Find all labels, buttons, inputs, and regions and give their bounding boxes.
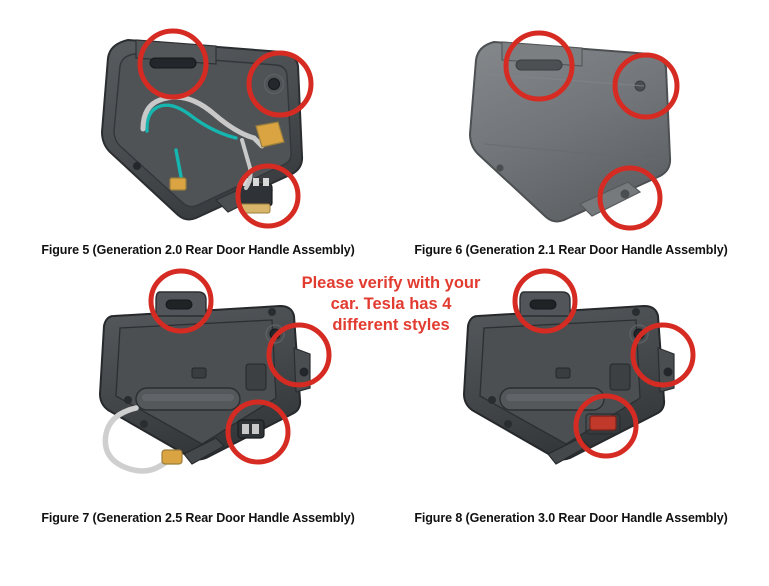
figure-5-caption: Figure 5 (Generation 2.0 Rear Door Handle Assembly) — [41, 243, 355, 257]
figure-8-caption: Figure 8 (Generation 3.0 Rear Door Handle Assembly) — [414, 511, 728, 525]
verify-notice: Please verify with your car. Tesla has 4 different styles — [301, 274, 481, 335]
figure-7-caption: Figure 7 (Generation 2.5 Rear Door Handle Assembly) — [41, 511, 355, 525]
figure-6-image — [382, 18, 762, 233]
figure-6-caption: Figure 6 (Generation 2.1 Rear Door Handle Assembly) — [414, 243, 728, 257]
connector-plug — [162, 450, 182, 464]
figure-5-image — [10, 18, 390, 233]
